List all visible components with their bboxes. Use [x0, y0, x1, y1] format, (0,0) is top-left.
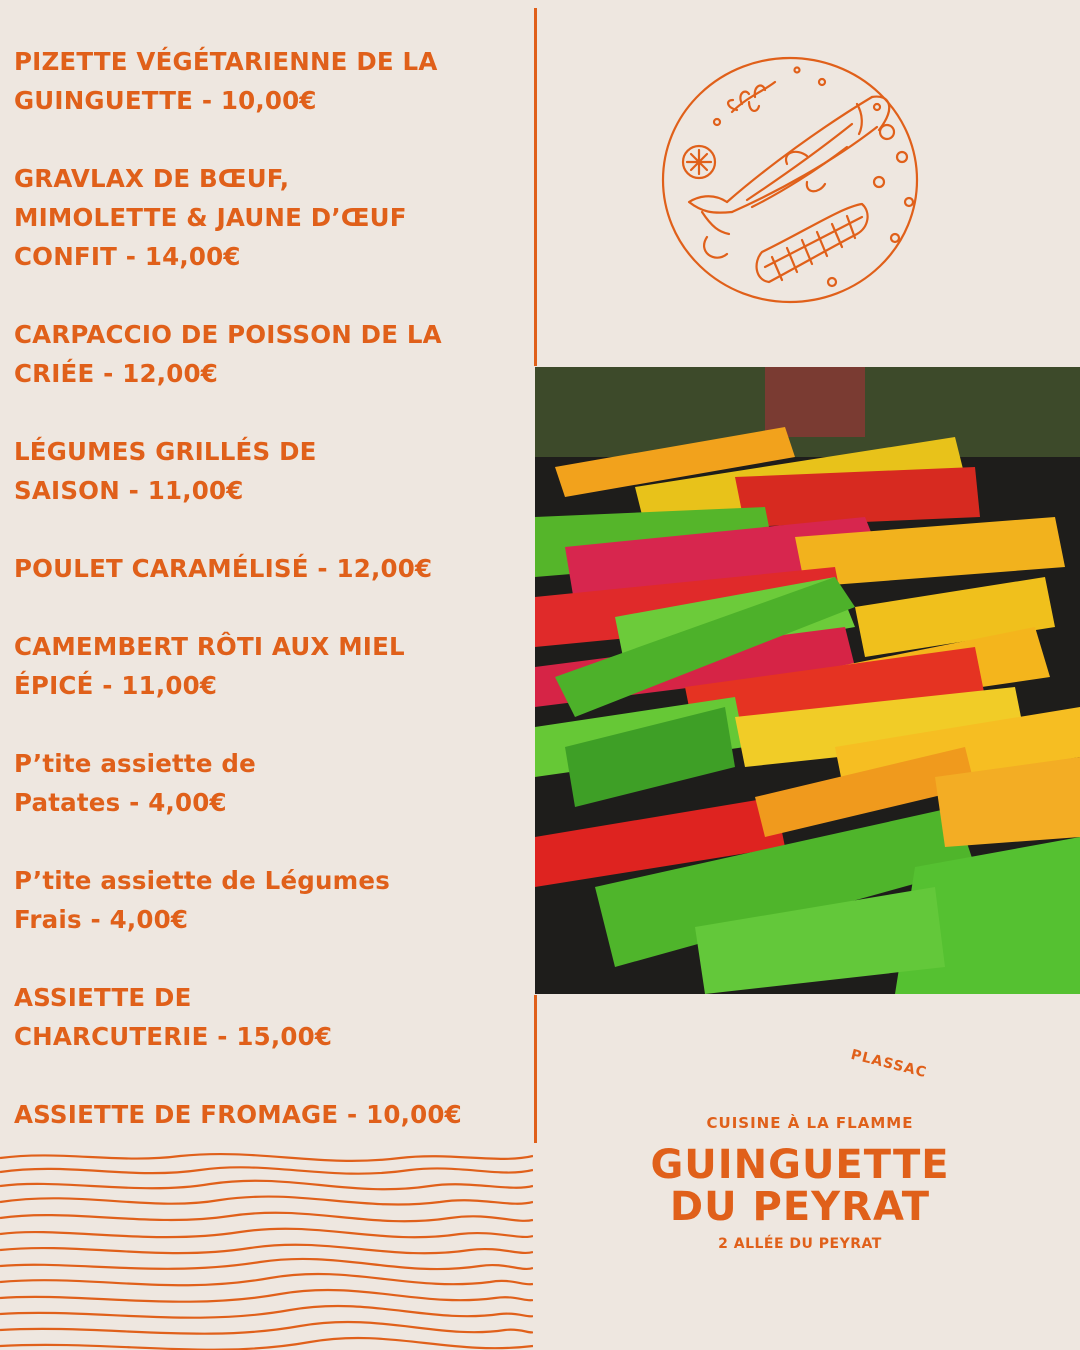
fish-and-corn-illustration-icon	[657, 52, 927, 308]
logo-name-line2: DU PEYRAT	[669, 1184, 931, 1230]
menu-item: ASSIETTE DE FROMAGE - 10,00€	[14, 1100, 462, 1129]
menu-item: LÉGUMES GRILLÉS DE SAISON - 11,00€	[14, 437, 317, 505]
menu-item: GRAVLAX DE BŒUF, MIMOLETTE & JAUNE D’ŒUF CONFIT - 14,00€	[14, 164, 407, 271]
menu-item: ASSIETTE DE CHARCUTERIE - 15,00€	[14, 983, 333, 1051]
menu-item: P’tite assiette de Légumes Frais - 4,00€	[14, 866, 391, 934]
menu-item: P’tite assiette de Patates - 4,00€	[14, 749, 256, 817]
wavy-lines-pattern	[0, 1150, 533, 1350]
menu-list	[14, 42, 529, 1173]
divider-line-bottom	[534, 995, 537, 1143]
logo-address: 2 ALLÉE DU PEYRAT	[718, 1236, 882, 1252]
logo-town: PLASSAC	[849, 1046, 929, 1082]
logo-tagline: CUISINE À LA FLAMME	[706, 1114, 914, 1132]
menu-item: PIZETTE VÉGÉTARIENNE DE LA GUINGUETTE - 10,00€	[14, 47, 438, 115]
menu-item: CAMEMBERT RÔTI AUX MIEL ÉPICÉ - 11,00€	[14, 632, 405, 700]
grilled-peppers-photo	[535, 367, 1080, 994]
logo-name-line1: GUINGUETTE	[650, 1142, 950, 1188]
logo	[650, 1046, 950, 1270]
divider-line-top	[534, 8, 537, 366]
menu-item: POULET CARAMÉLISÉ - 12,00€	[14, 554, 433, 583]
menu-item: CARPACCIO DE POISSON DE LA CRIÉE - 12,00€	[14, 320, 442, 388]
